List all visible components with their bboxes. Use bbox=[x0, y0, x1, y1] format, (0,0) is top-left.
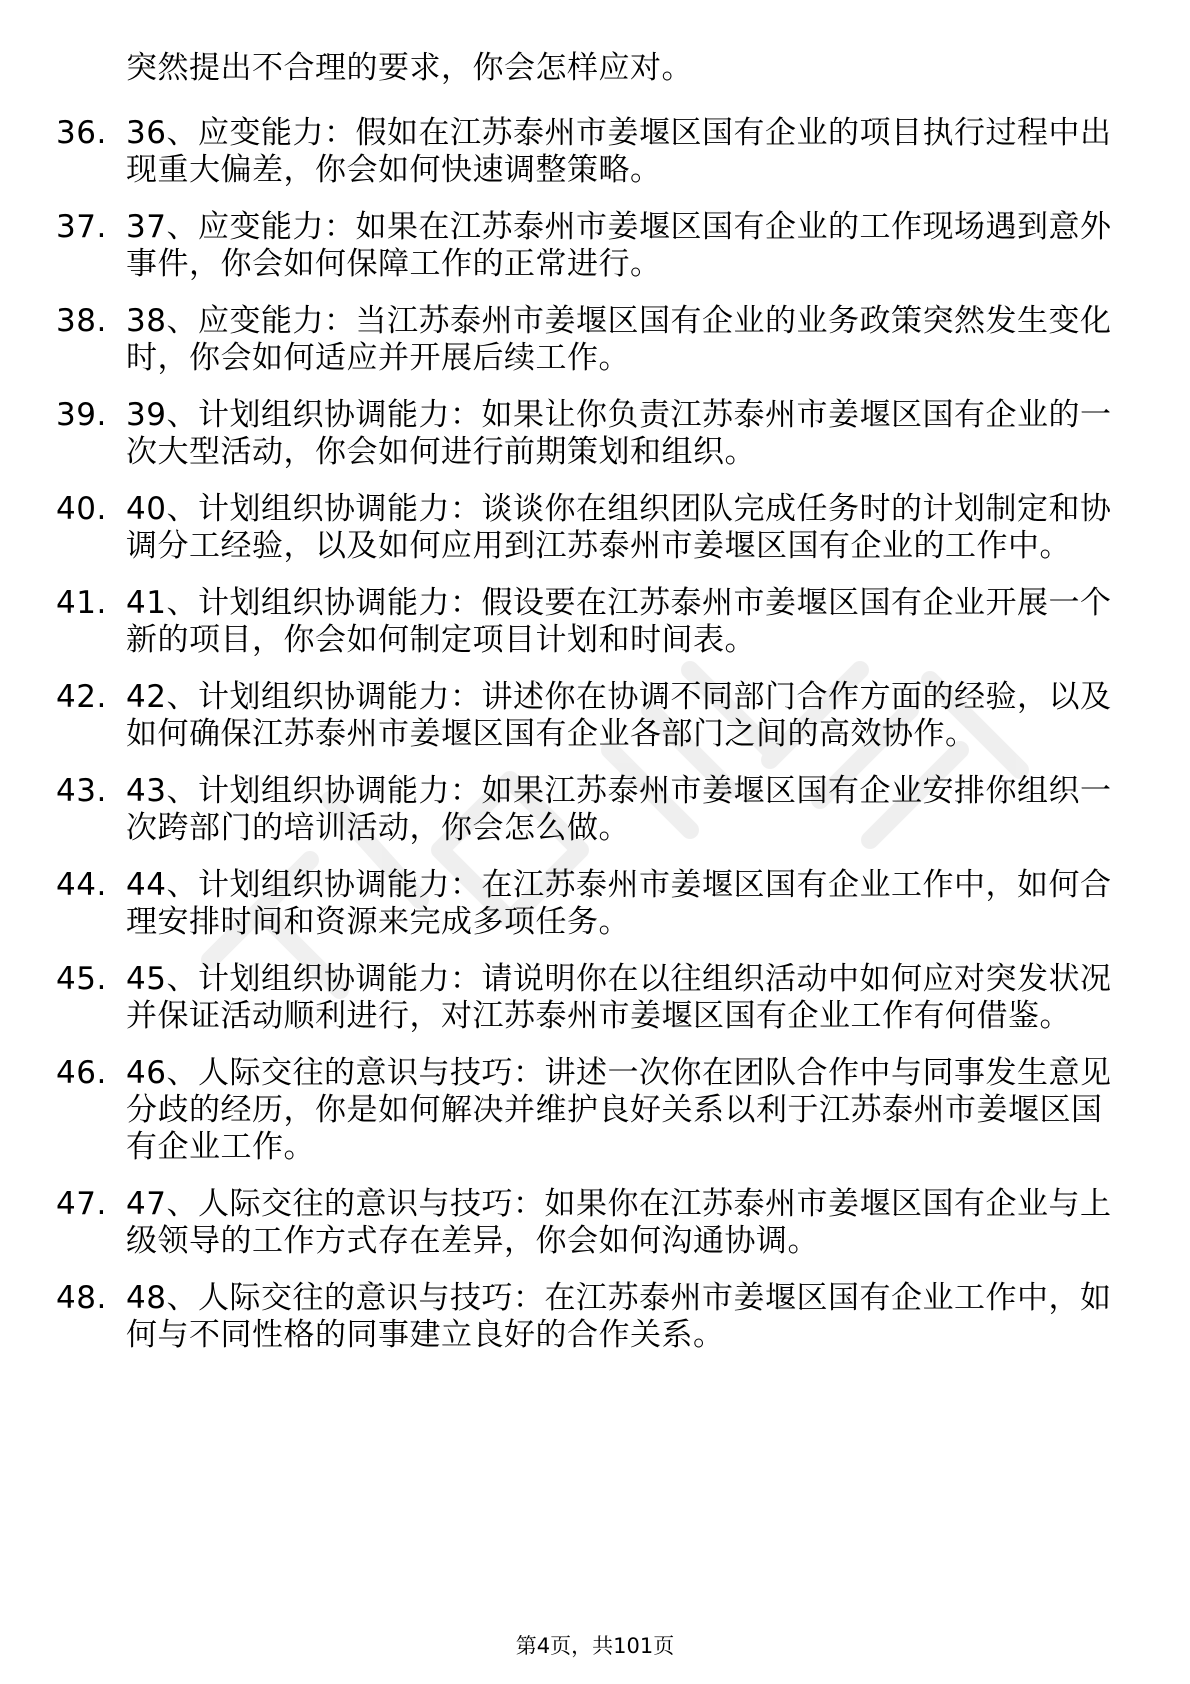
question-text: 44、计划组织协调能力：在江苏泰州市姜堰区国有企业工作中，如何合理安排时间和资源来完成多项任务。 bbox=[126, 867, 1112, 940]
question-text: 41、计划组织协调能力：假设要在江苏泰州市姜堰区国有企业开展一个新的项目，你会如何制定项目计划和时间表。 bbox=[126, 585, 1112, 658]
list-item bbox=[0, 585, 1116, 659]
list-item bbox=[0, 491, 1116, 565]
question-text: 42、计划组织协调能力：讲述你在协调不同部门合作方面的经验，以及如何确保江苏泰州市姜堰区国有企业各部门之间的高效协作。 bbox=[126, 679, 1112, 752]
question-text: 45、计划组织协调能力：请说明你在以往组织活动中如何应对突发状况并保证活动顺利进行，对江苏泰州市姜堰区国有企业工作有何借鉴。 bbox=[126, 961, 1112, 1034]
list-item bbox=[0, 209, 1116, 283]
question-number: 36. bbox=[56, 115, 107, 151]
question-text: 40、计划组织协调能力：谈谈你在组织团队完成任务时的计划制定和协调分工经验，以及如何应用到江苏泰州市姜堰区国有企业的工作中。 bbox=[126, 491, 1112, 564]
question-number: 38. bbox=[56, 303, 107, 339]
question-number: 39. bbox=[56, 397, 107, 433]
list-item bbox=[0, 397, 1116, 471]
question-text: 38、应变能力：当江苏泰州市姜堰区国有企业的业务政策突然发生变化时，你会如何适应并开展后续工作。 bbox=[126, 303, 1112, 376]
question-text: 39、计划组织协调能力：如果让你负责江苏泰州市姜堰区国有企业的一次大型活动，你会如何进行前期策划和组织。 bbox=[126, 397, 1112, 470]
question-number: 48. bbox=[56, 1280, 107, 1316]
list-item bbox=[0, 1055, 1116, 1166]
list-item bbox=[0, 773, 1116, 847]
question-number: 37. bbox=[56, 209, 107, 245]
page-footer: 第4页，共101页 bbox=[515, 1634, 675, 1658]
question-text: 48、人际交往的意识与技巧：在江苏泰州市姜堰区国有企业工作中，如何与不同性格的同事建立良好的合作关系。 bbox=[126, 1280, 1112, 1353]
list-item bbox=[0, 867, 1116, 941]
list-item bbox=[0, 303, 1116, 377]
list-item bbox=[0, 115, 1116, 189]
list-item bbox=[0, 679, 1116, 753]
question-text: 43、计划组织协调能力：如果江苏泰州市姜堰区国有企业安排你组织一次跨部门的培训活动，你会怎么做。 bbox=[126, 773, 1112, 846]
list-item bbox=[0, 1280, 1116, 1354]
list-item bbox=[0, 961, 1116, 1035]
question-number: 41. bbox=[56, 585, 107, 621]
question-number: 42. bbox=[56, 679, 107, 715]
question-list bbox=[0, 115, 1190, 1374]
question-number: 44. bbox=[56, 867, 107, 903]
question-number: 43. bbox=[56, 773, 107, 809]
question-text: 47、人际交往的意识与技巧：如果你在江苏泰州市姜堰区国有企业与上级领导的工作方式存在差异，你会如何沟通协调。 bbox=[126, 1186, 1112, 1259]
question-text: 46、人际交往的意识与技巧：讲述一次你在团队合作中与同事发生意见分歧的经历，你是如何解决并维护良好关系以利于江苏泰州市姜堰区国有企业工作。 bbox=[126, 1055, 1112, 1165]
question-number: 40. bbox=[56, 491, 107, 527]
list-item bbox=[0, 1186, 1116, 1260]
question-text: 36、应变能力：假如在江苏泰州市姜堰区国有企业的项目执行过程中出现重大偏差，你会如何快速调整策略。 bbox=[126, 115, 1112, 188]
question-number: 45. bbox=[56, 961, 107, 997]
question-number: 46. bbox=[56, 1055, 107, 1091]
continuation-text: 突然提出不合理的要求，你会怎样应对。 bbox=[126, 50, 693, 86]
question-text: 37、应变能力：如果在江苏泰州市姜堰区国有企业的工作现场遇到意外事件，你会如何保障工作的正常进行。 bbox=[126, 209, 1112, 282]
question-number: 47. bbox=[56, 1186, 107, 1222]
